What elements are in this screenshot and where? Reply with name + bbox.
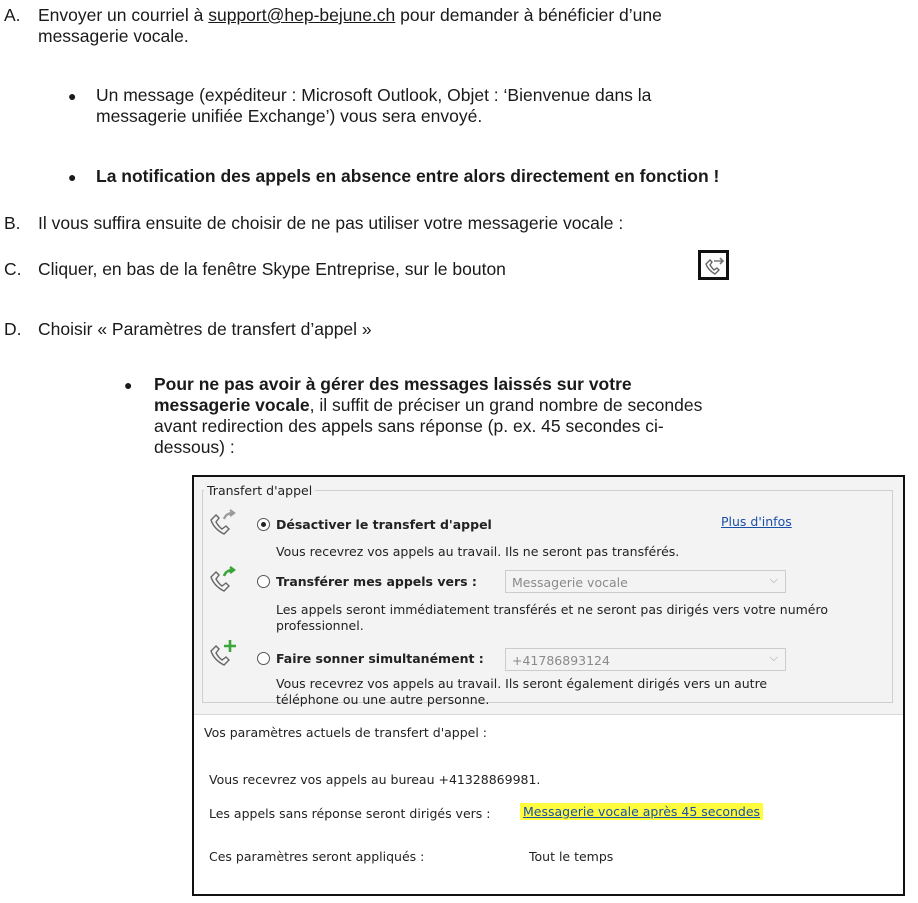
group-title: Transfert d'appel [204,483,315,498]
option-ring-desc-line1: Vous recevrez vos appels au travail. Ils seront également dirigés vers un autre [276,676,768,691]
bullet-d-rest: , il suffit de préciser un grand nombre de secondes [309,395,703,415]
current-settings-panel [194,715,903,894]
step-a-line2: messagerie vocale. [38,26,189,46]
bullet-d-line3: avant redirection des appels sans réponse (p. ex. 45 secondes ci- [154,416,664,436]
bullet-icon: ● [124,377,133,393]
phone-no-forward-icon [207,508,239,541]
chevron-down-icon: ⌵ [769,573,778,586]
applied-label: Ces paramètres seront appliqués : [209,849,425,864]
step-a-text-before: Envoyer un courriel à [38,5,209,25]
bullet-d-line1: Pour ne pas avoir à gérer des messages laissés sur votre [154,374,632,394]
option-forward-desc-line2: professionnel. [276,618,364,633]
chevron-down-icon: ⌵ [769,651,778,664]
call-transfer-button-icon [698,250,729,280]
step-a-line1 [38,5,662,26]
phone-forward-icon [207,565,239,598]
step-b-letter: B. [4,213,21,233]
ring-target-value: +41786893124 [512,653,610,668]
bullet-icon: ● [68,169,77,185]
phone-add-icon [207,639,239,672]
option-disable-desc: Vous recevrez vos appels au travail. Ils ne seront pas transférés. [276,544,680,559]
bullet-d-line2 [154,395,702,416]
radio-disable-forwarding[interactable] [257,518,270,531]
forwarding-options-panel [194,477,903,715]
radio-simultaneous-ring[interactable] [257,652,270,665]
step-d-letter: D. [4,319,22,339]
call-forwarding-dialog [192,475,905,896]
option-ring-desc-line2: téléphone ou une autre personne. [276,692,490,707]
step-c-letter: C. [4,259,22,279]
support-email-link[interactable]: support@hep-bejune.ch [208,5,396,25]
step-c-text: Cliquer, en bas de la fenêtre Skype Entreprise, sur le bouton [38,259,506,279]
current-settings-title: Vos paramètres actuels de transfert d'appel : [204,725,488,740]
bullet-message-line1: Un message (expéditeur : Microsoft Outlook, Objet : ‘Bienvenue dans la [96,85,652,105]
step-b-text: Il vous suffira ensuite de choisir de ne pas utiliser votre messagerie vocale : [38,213,624,233]
option-ring-label: Faire sonner simultanément : [276,651,484,666]
unanswered-label: Les appels sans réponse seront dirigés vers : [209,806,491,821]
applied-value: Tout le temps [529,849,614,864]
bullet-message-line2: messagerie unifiée Exchange’) vous sera envoyé. [96,106,483,126]
forward-target-select[interactable] [505,570,786,593]
forward-target-value: Messagerie vocale [512,575,628,590]
step-d-text: Choisir « Paramètres de transfert d’appel » [38,319,372,339]
bullet-d-bold-voicemail: messagerie vocale [154,395,310,415]
option-forward-desc-line1: Les appels seront immédiatement transférés et ne seront pas dirigés vers votre numéro [276,602,829,617]
option-disable-label: Désactiver le transfert d'appel [276,517,492,532]
option-forward-label: Transférer mes appels vers : [276,574,477,589]
bullet-d-line4: dessous) : [154,437,235,457]
voicemail-after-45s-link[interactable]: Messagerie vocale après 45 secondes [520,803,763,820]
more-info-link[interactable]: Plus d'infos [721,514,792,529]
radio-forward-calls[interactable] [257,575,270,588]
bullet-icon: ● [68,88,77,104]
step-a-text-after: pour demander à bénéficier d’une [395,5,662,25]
step-a-letter: A. [4,5,21,25]
ring-target-select[interactable] [505,648,786,671]
bullet-notification: La notification des appels en absence entre alors directement en fonction ! [96,166,720,186]
current-settings-line1: Vous recevrez vos appels au bureau +41328869981. [209,772,541,787]
